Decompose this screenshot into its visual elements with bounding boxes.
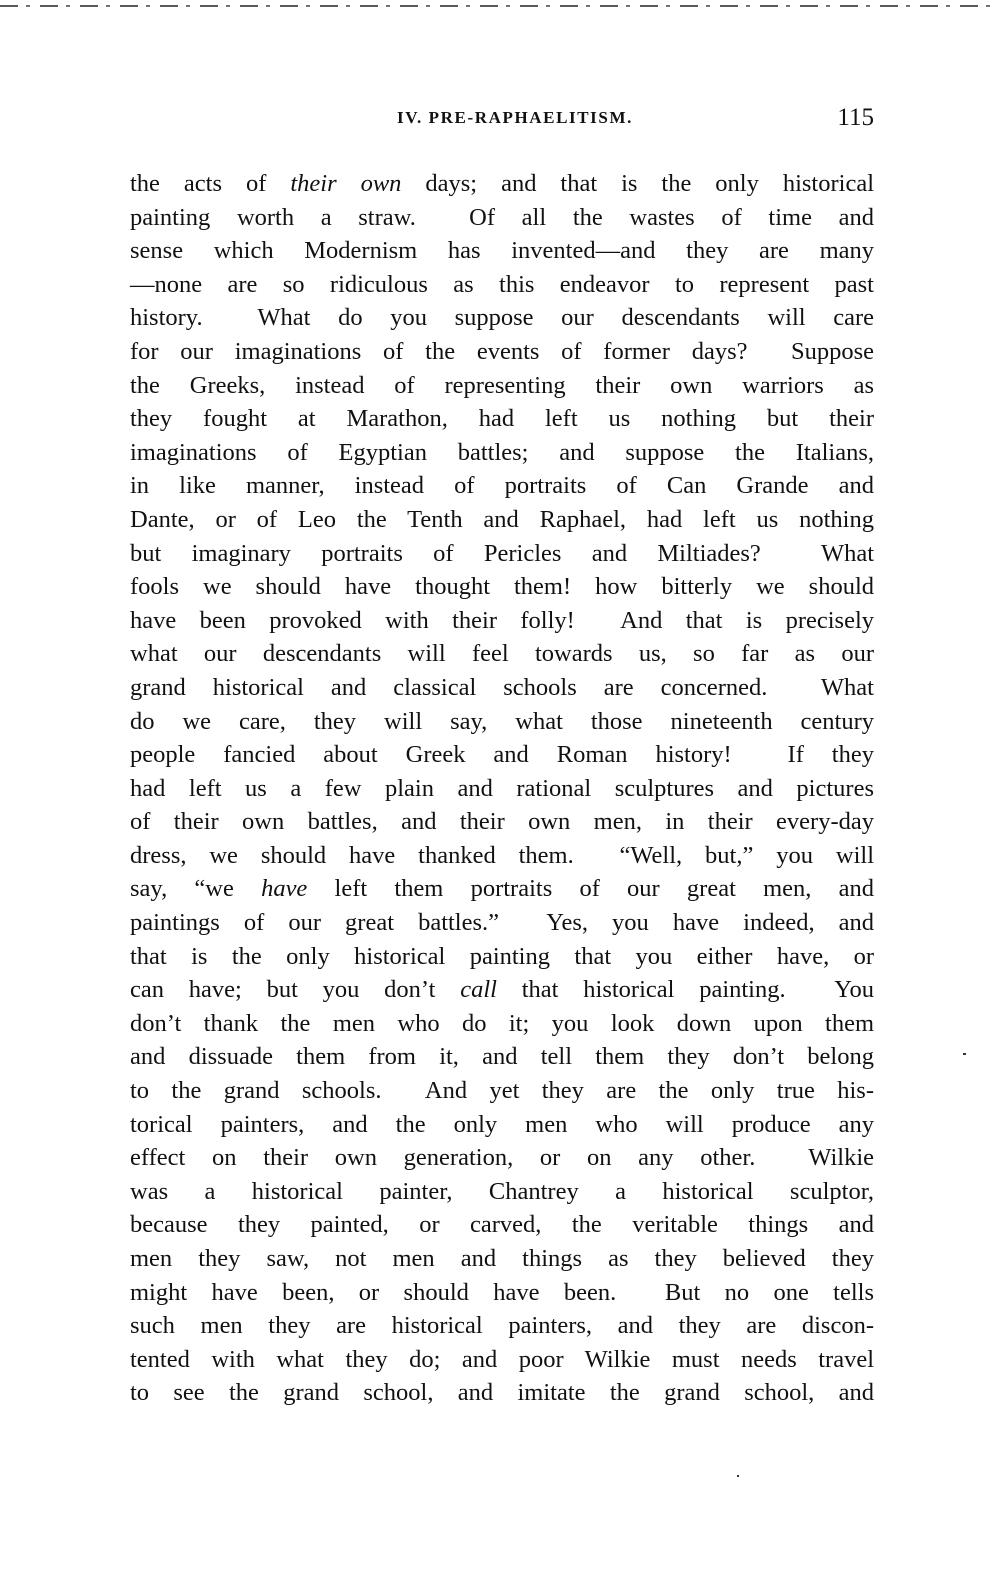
text-segment: fools we should have thought them! how bitterly we should — [130, 573, 874, 601]
text-segment: torical painters, and the only men who will produce any — [130, 1110, 874, 1138]
text-line — [130, 872, 874, 906]
text-line — [130, 637, 874, 671]
text-segment: the Greeks, instead of representing their own warriors as — [130, 371, 874, 399]
text-line — [130, 503, 874, 537]
text-segment: don’t thank the men who do it; you look down upon them — [130, 1009, 874, 1037]
text-line — [130, 1040, 874, 1074]
text-segment: imaginations of Egyptian battles; and suppose the Italians, — [130, 438, 874, 466]
text-segment: in like manner, instead of portraits of Can Grande and — [130, 472, 874, 500]
text-segment: that historical painting. You — [496, 976, 874, 1004]
text-segment: sense which Modernism has invented—and they are many — [130, 237, 874, 265]
text-line — [130, 301, 874, 335]
text-line — [130, 537, 874, 571]
text-segment: was a historical painter, Chantrey a historical sculptor, — [130, 1177, 874, 1205]
text-segment: dress, we should have thanked them. “Well, but,” you will — [130, 841, 874, 869]
text-line — [130, 1108, 874, 1142]
text-line — [130, 201, 874, 235]
text-line — [130, 671, 874, 705]
text-line — [130, 839, 874, 873]
text-segment: people fancied about Greek and Roman history! If they — [130, 741, 874, 769]
text-line — [130, 1208, 874, 1242]
page-number: 115 — [837, 104, 874, 131]
text-line — [130, 1007, 874, 1041]
italic-emphasis: their own — [290, 170, 402, 197]
text-segment: and dissuade them from it, and tell them they don’t belong — [130, 1043, 874, 1071]
text-segment: what our descendants will feel towards us, so far as our — [130, 640, 874, 668]
text-line — [130, 1141, 874, 1175]
text-line — [130, 369, 874, 403]
text-line — [130, 335, 874, 369]
text-line — [130, 1309, 874, 1343]
text-segment: —none are so ridiculous as this endeavor to represent past — [130, 270, 874, 298]
running-head — [130, 104, 876, 134]
text-segment: tented with what they do; and poor Wilkie must needs travel — [130, 1345, 874, 1373]
text-segment: grand historical and classical schools are concerned. What — [130, 673, 874, 701]
text-segment: because they painted, or carved, the veritable things and — [130, 1211, 874, 1239]
text-segment: the acts of — [130, 170, 291, 197]
text-segment: to see the grand school, and imitate the grand school, and — [130, 1379, 874, 1407]
text-segment: might have been, or should have been. But no one tells — [130, 1278, 874, 1306]
text-line — [130, 805, 874, 839]
text-line — [130, 167, 874, 201]
text-line — [130, 973, 874, 1007]
text-segment: say, “we — [130, 875, 262, 903]
text-segment: paintings of our great battles.” Yes, you have indeed, and — [130, 909, 874, 937]
text-line — [130, 604, 874, 638]
text-line — [130, 268, 874, 302]
text-segment: had left us a few plain and rational sculptures and pictures — [130, 774, 874, 802]
text-segment: painting worth a straw. Of all the wastes of time and — [130, 203, 874, 231]
text-line — [130, 1074, 874, 1108]
text-line — [130, 906, 874, 940]
text-segment: to the grand schools. And yet they are the only true his- — [130, 1077, 874, 1105]
text-segment: men they saw, not men and things as they believed they — [130, 1245, 874, 1272]
chapter-title: IV. PRE-RAPHAELITISM. — [397, 108, 633, 127]
text-segment: have been provoked with their folly! And that is precisely — [130, 606, 874, 634]
text-segment: Dante, or of Leo the Tenth and Raphael, had left us nothing — [130, 505, 874, 533]
text-line — [130, 570, 874, 604]
text-segment: such men they are historical painters, and they are discon- — [130, 1312, 874, 1340]
text-line — [130, 1242, 874, 1276]
text-segment: they fought at Marathon, had left us nothing but their — [130, 405, 874, 433]
text-segment: of their own battles, and their own men, in their every-day — [130, 808, 874, 836]
text-line — [130, 1376, 874, 1410]
text-line — [130, 234, 874, 268]
italic-emphasis: call — [460, 976, 497, 1004]
text-line — [130, 469, 874, 503]
scan-edge-artifact — [0, 5, 1000, 7]
text-segment: days; and that is the only historical — [401, 170, 874, 197]
text-segment: do we care, they will say, what those nineteenth century — [130, 707, 874, 735]
text-segment: but imaginary portraits of Pericles and Miltiades? What — [130, 539, 874, 567]
text-line — [130, 738, 874, 772]
text-segment: effect on their own generation, or on any other. Wilkie — [130, 1144, 874, 1172]
text-line — [130, 1343, 874, 1377]
text-line — [130, 940, 874, 974]
scan-speck — [737, 1475, 739, 1477]
text-line — [130, 705, 874, 739]
body-text — [130, 167, 874, 1410]
scan-speck — [963, 1053, 966, 1055]
text-line — [130, 1276, 874, 1310]
text-segment: for our imaginations of the events of former days? Suppose — [130, 337, 874, 365]
text-line — [130, 402, 874, 436]
italic-emphasis: have — [261, 875, 308, 903]
text-line — [130, 436, 874, 470]
text-segment: left them portraits of our great men, and — [307, 875, 874, 903]
text-line — [130, 1175, 874, 1209]
text-segment: can have; but you don’t — [130, 976, 461, 1004]
text-line — [130, 772, 874, 806]
text-segment: that is the only historical painting that you either have, or — [130, 942, 874, 970]
text-segment: history. What do you suppose our descendants will care — [130, 304, 874, 332]
